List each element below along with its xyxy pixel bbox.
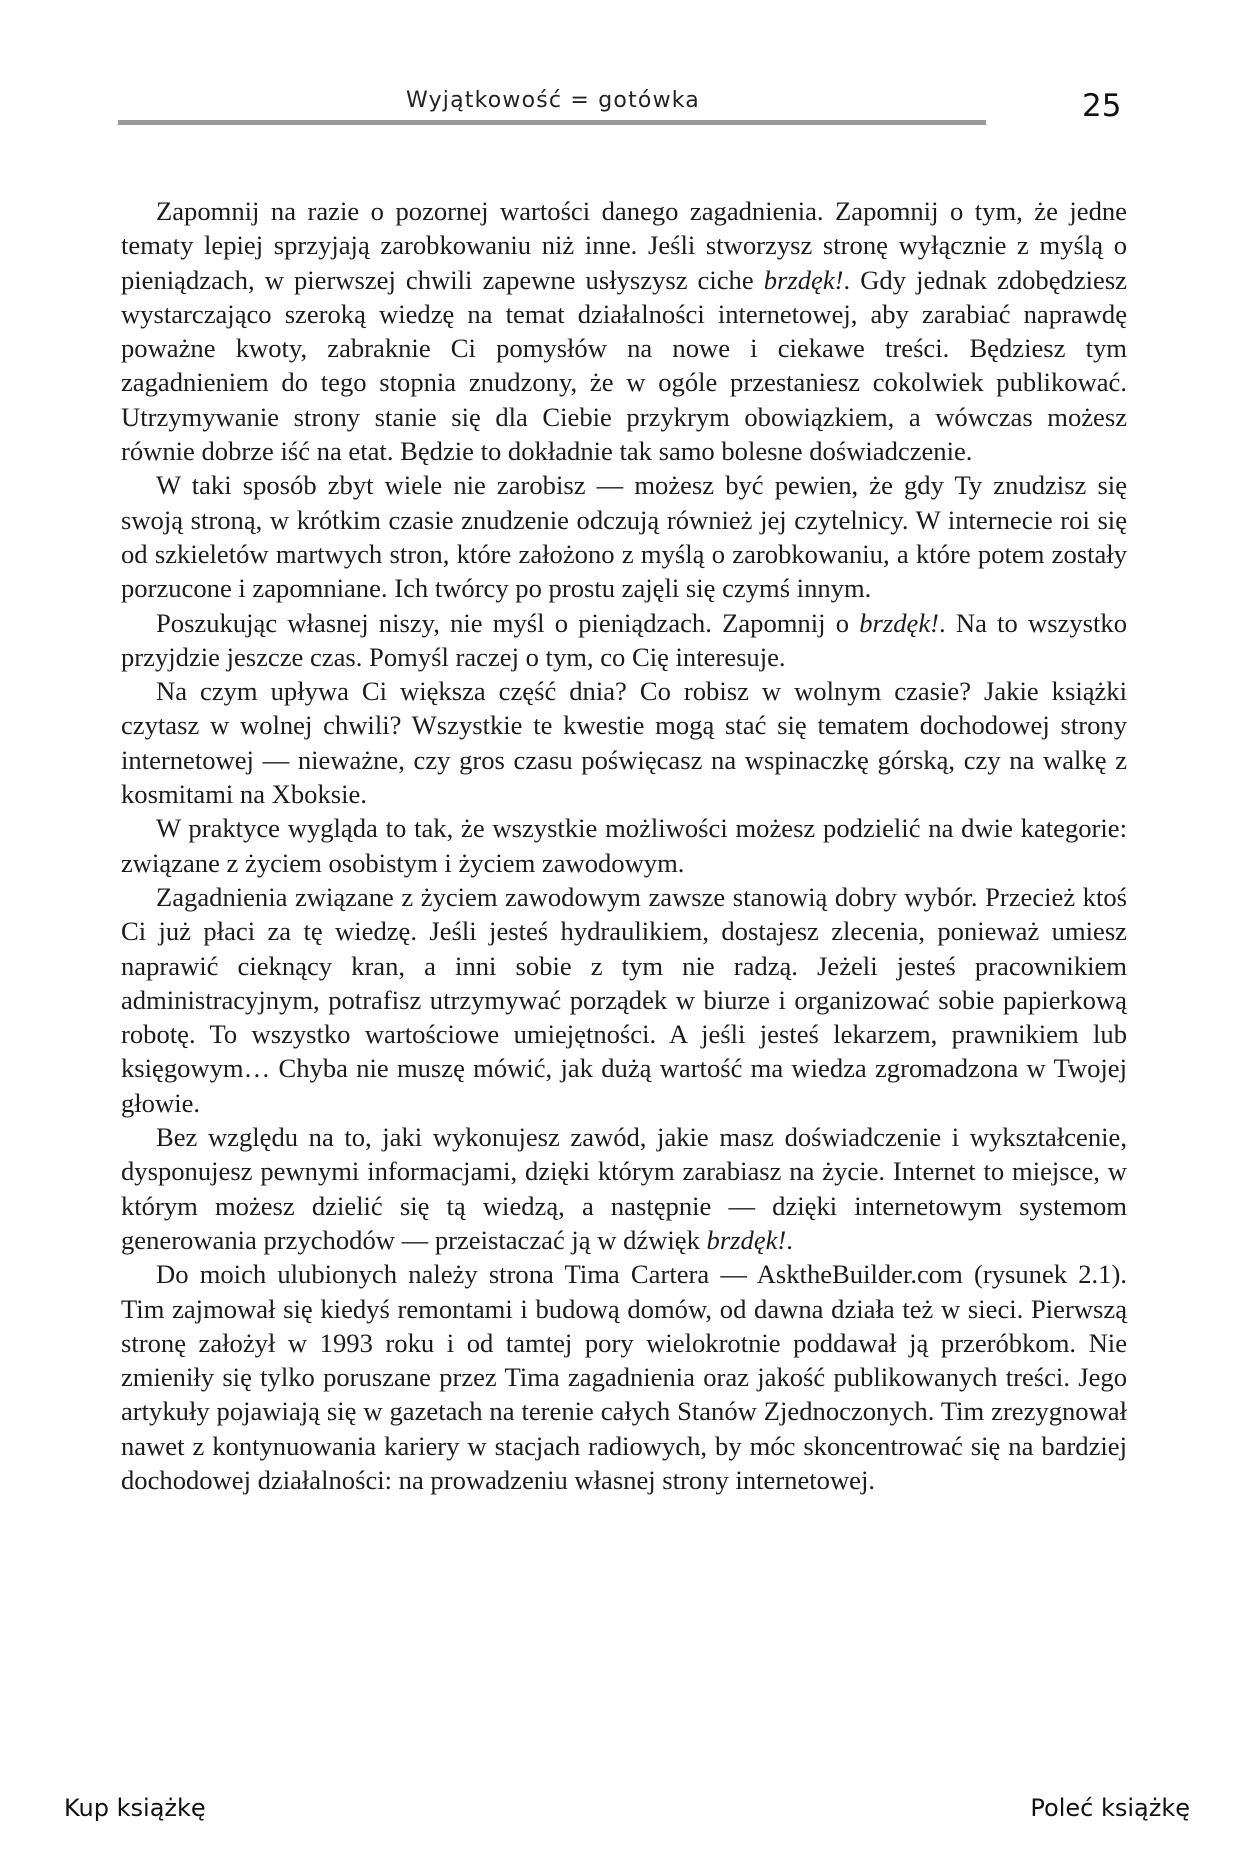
running-header bbox=[118, 84, 988, 124]
page-number: 25 bbox=[1082, 88, 1122, 124]
emphasized-text: brzdęk! bbox=[859, 607, 939, 638]
text-run: W taki sposób zbyt wiele nie zarobisz — możesz być pewien, że gdy Ty znudzisz się swoją stroną, w krótkim czasie znudzenie odczują również jej czytelnicy. W internecie roi się od szkieletów martwych stron, które założono z myślą o zarobkowaniu, a które potem zostały porzucone i zapomniane. Ich twórcy po prostu zajęli się czymś innym. bbox=[121, 470, 1127, 604]
text-run: Bez względu na to, jaki wykonujesz zawód, jakie masz doświadczenie i wykształcenie, dysponujesz pewnymi informacjami, dzięki którym zarabiasz na życie. Internet to miejsce, w którym możesz dzielić się tą wiedzą, a następnie — dzięki internetowym systemom generowania przychodów — przeistaczać ją w dźwięk bbox=[121, 1122, 1127, 1255]
emphasized-text: brzdęk! bbox=[763, 264, 844, 295]
paragraph bbox=[121, 811, 1127, 880]
text-run: . Gdy jednak zdobędziesz wystarczająco szeroką wiedzę na temat działalności internetowej, aby zarabiać naprawdę poważne kwoty, zabraknie Ci pomysłów na nowe i ciekawe treści. Będziesz tym zagadnieniem do tego stopnia znudzony, że w ogóle przestaniesz cokolwiek publikować. Utrzymywanie strony stanie się dla Ciebie przykrym obowiązkiem, a wówczas możesz równie dobrze iść na etat. Będzie to dokładnie tak samo bolesne doświadczenie. bbox=[121, 264, 1127, 467]
text-run: Na czym upływa Ci większa część dnia? Co robisz w wolnym czasie? Jakie książki czytasz w wolnej chwili? Wszystkie te kwestie mogą stać się tematem dochodowej strony internetowej — nieważne, czy gros czasu poświęcasz na wspinaczkę górską, czy na walkę z kosmitami na Xboksie. bbox=[121, 676, 1127, 810]
paragraph bbox=[121, 880, 1127, 1120]
emphasized-text: brzdęk! bbox=[706, 1224, 787, 1255]
text-run: . bbox=[786, 1224, 793, 1255]
text-run: . Na to wszystko przyjdzie jeszcze czas. Pomyśl raczej o tym, co Cię interesuje. bbox=[121, 607, 1127, 672]
recommend-book-link[interactable]: Poleć książkę bbox=[1030, 1794, 1190, 1822]
text-run: W praktyce wygląda to tak, że wszystkie możliwości możesz podzielić na dwie kategorie: związane z życiem osobistym i życiem zawodowym. bbox=[121, 813, 1127, 878]
running-title: Wyjątkowość = gotówka bbox=[406, 88, 700, 113]
header-rule bbox=[118, 120, 986, 125]
text-run: Zapomnij na razie o pozornej wartości danego zagadnienia. Zapomnij o tym, że jedne tematy lepiej sprzyjają zarobkowaniu niż inne. Jeśli stworzysz stronę wyłącznie z myślą o pieniądzach, w pierwszej chwili zapewne usłyszysz ciche bbox=[121, 196, 1127, 295]
paragraph bbox=[121, 1257, 1127, 1497]
paragraph bbox=[121, 674, 1127, 811]
buy-book-link[interactable]: Kup książkę bbox=[64, 1794, 206, 1822]
paragraph bbox=[121, 194, 1127, 468]
paragraph bbox=[121, 468, 1127, 605]
paragraph bbox=[121, 606, 1127, 675]
text-run: Zagadnienia związane z życiem zawodowym zawsze stanowią dobry wybór. Przecież ktoś Ci już płaci za tę wiedzę. Jeśli jesteś hydraulikiem, dostajesz zlecenia, ponieważ umiesz naprawić cieknący kran, a inni sobie z tym nie radzą. Jeżeli jesteś pracownikiem administracyjnym, potrafisz utrzymywać porządek w biurze i organizować sobie papierkową robotę. To wszystko wartościowe umiejętności. A jeśli jesteś lekarzem, prawnikiem lub księgowym… Chyba nie muszę mówić, jak dużą wartość ma wiedza zgromadzona w Twojej głowie. bbox=[121, 881, 1127, 1118]
body-text bbox=[121, 194, 1127, 1497]
text-run: Do moich ulubionych należy strona Tima Cartera — AsktheBuilder.com (rysunek 2.1). Tim zajmował się kiedyś remontami i budową domów, od dawna działa też w sieci. Pierwszą stronę założył w 1993 roku i od tamtej pory wielokrotnie poddawał ją przeróbkom. Nie zmieniły się tylko poruszane przez Tima zagadnienia oraz jakość publikowanych treści. Jego artykuły pojawiają się w gazetach na terenie całych Stanów Zjednoczonych. Tim zrezygnował nawet z kontynuowania kariery w stacjach radiowych, by móc skoncentrować się na bardziej dochodowej działalności: na prowadzeniu własnej strony internetowej. bbox=[121, 1259, 1127, 1495]
text-run: Poszukując własnej niszy, nie myśl o pieniądzach. Zapomnij o bbox=[156, 607, 860, 638]
paragraph bbox=[121, 1120, 1127, 1257]
